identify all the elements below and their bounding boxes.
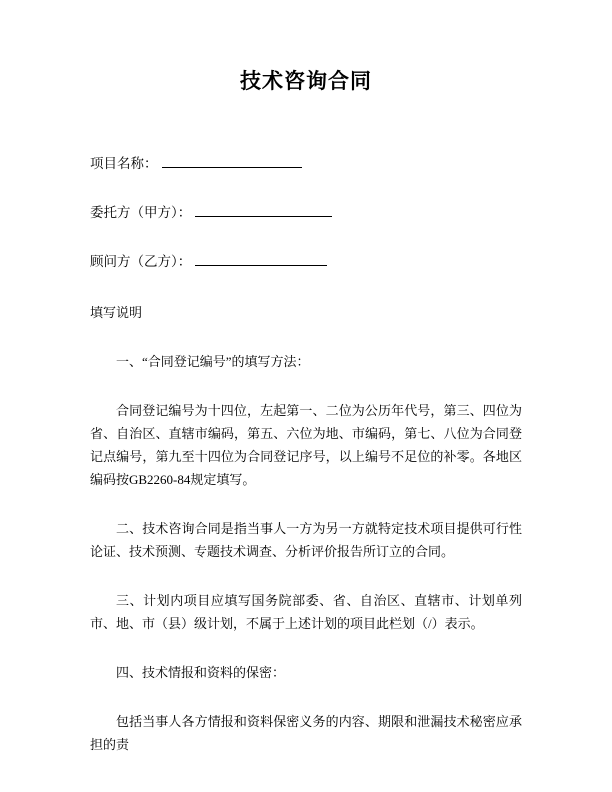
instructions-heading: 填写说明 bbox=[90, 305, 143, 320]
instruction-item-1-body: 合同登记编号为十四位，左起第一、二位为公历年代号，第三、四位为省、自治区、直辖市编码，第五、六位为地、市编码，第七、八位为合同登记点编号，第九至十四位为合同登记序号，以上编号不足位的补零。各地区编码按GB2260-84规定填写。 bbox=[90, 403, 522, 487]
instruction-item-2: 二、技术咨询合同是指当事人一方为另一方就特定技术项目提供可行性论证、技术预测、专题技术调查、分析评价报告所订立的合同。 bbox=[90, 521, 522, 559]
field-project-name-blank[interactable] bbox=[162, 154, 302, 168]
field-project-name bbox=[90, 154, 522, 172]
field-party-b-blank[interactable] bbox=[195, 252, 327, 266]
instruction-item-3: 三、计划内项目应填写国务院部委、省、自治区、直辖市、计划单列市、地、市（县）级计划，不属于上述计划的项目此栏划（/）表示。 bbox=[90, 593, 522, 631]
header-fields bbox=[90, 154, 522, 270]
instruction-item-4-body: 包括当事人各方情报和资料保密义务的内容、期限和泄漏技术秘密应承担的责 bbox=[90, 714, 522, 752]
instruction-item-4-title: 四、技术情报和资料的保密： bbox=[116, 665, 286, 680]
document-title: 技术咨询合同 bbox=[240, 69, 372, 93]
field-party-a-blank[interactable] bbox=[195, 203, 332, 217]
field-project-name-label: 项目名称： bbox=[90, 156, 158, 171]
field-party-b bbox=[90, 252, 522, 270]
document-body bbox=[90, 301, 522, 756]
field-party-b-label: 顾问方（乙方）： bbox=[90, 254, 192, 269]
instruction-item-1-title: 一、“合同登记编号”的填写方法： bbox=[116, 354, 310, 369]
field-party-a bbox=[90, 203, 522, 221]
field-party-a-label: 委托方（甲方）： bbox=[90, 205, 192, 220]
